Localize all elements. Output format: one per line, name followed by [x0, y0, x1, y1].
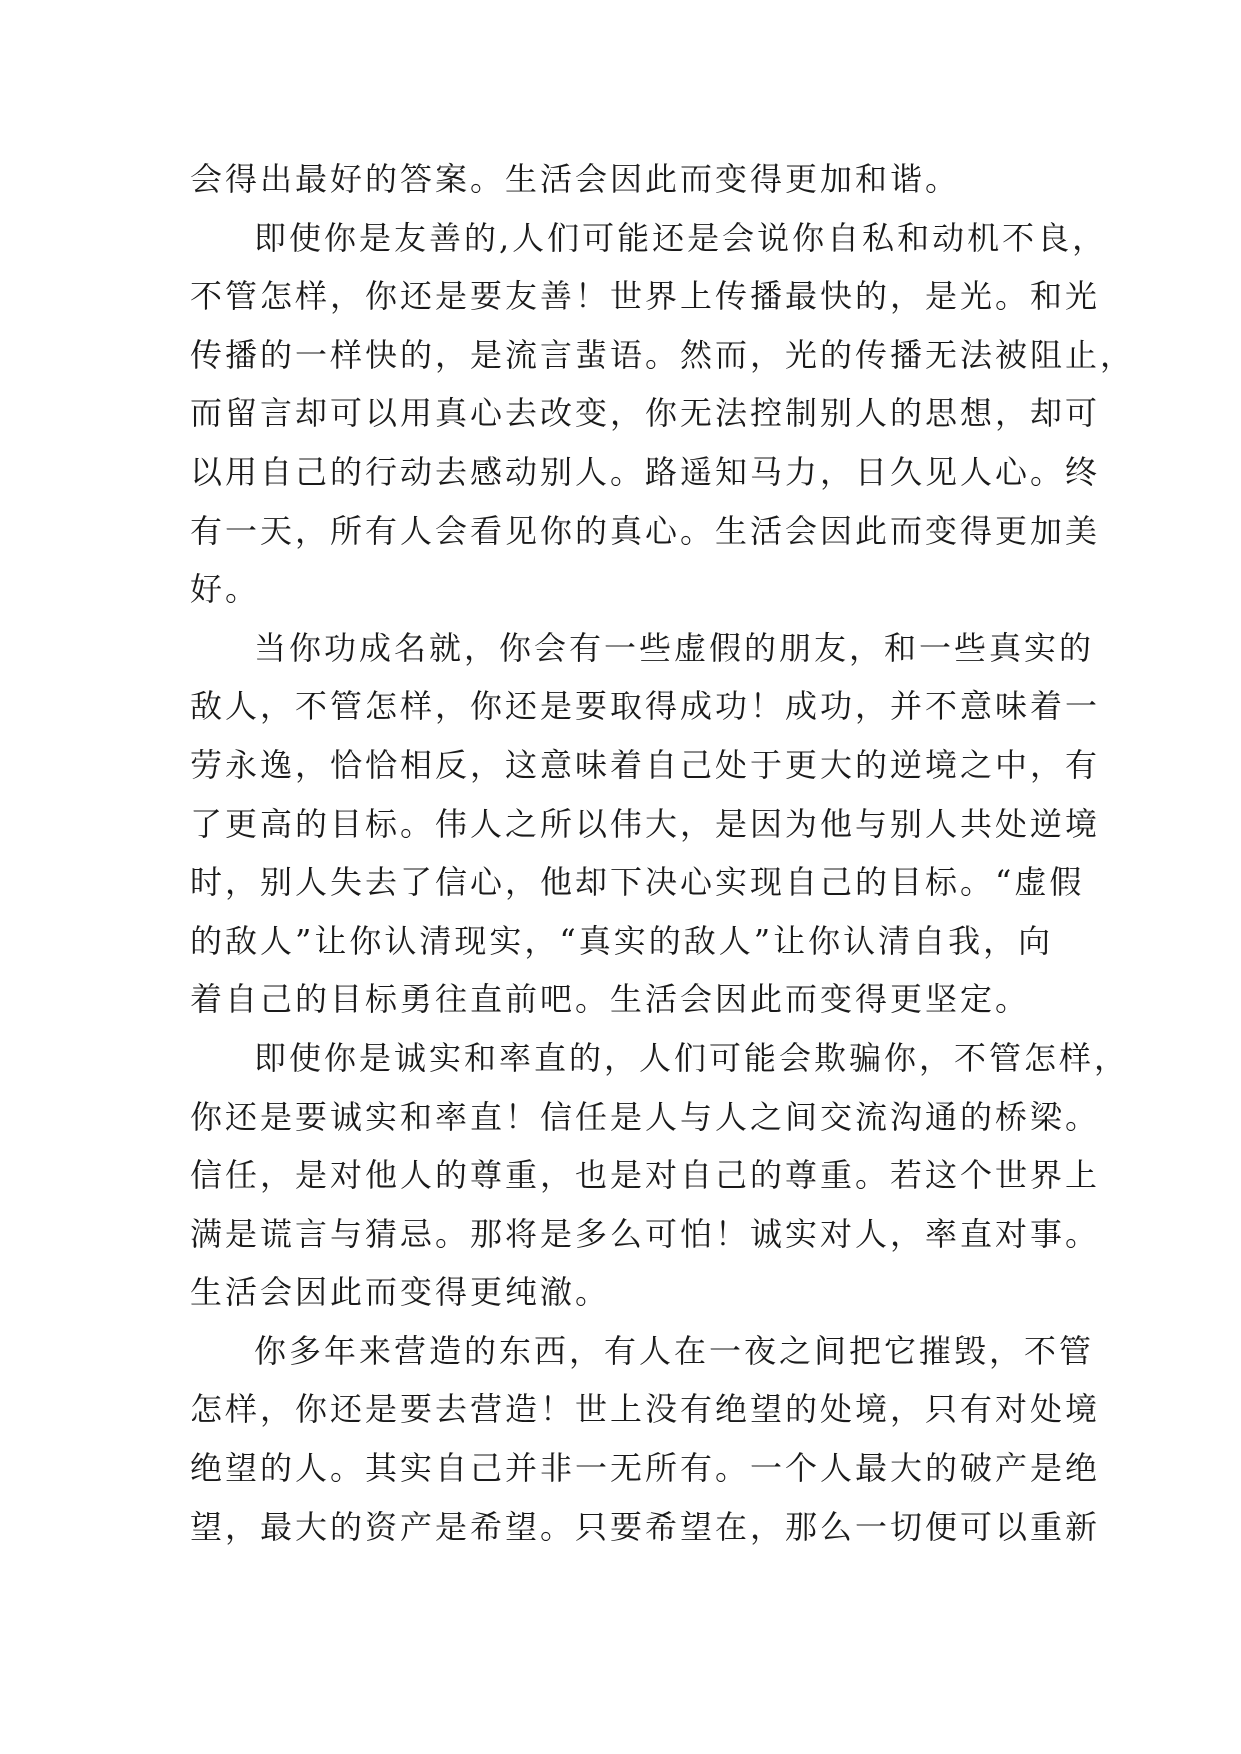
text-line: 劳永逸，恰恰相反，这意味着自己处于更大的逆境之中，有: [190, 745, 1101, 784]
text-line: 有一天，所有人会看见你的真心。生活会因此而变得更加美: [190, 511, 1101, 550]
text-line: 生活会因此而变得更纯澈。: [190, 1273, 611, 1312]
text-line: 的敌人”让你认清现实，“真实的敌人”让你认清自我，向: [190, 921, 1054, 960]
text-line: 时，别人失去了信心，他却下决心实现自己的目标。“虚假: [190, 863, 1085, 902]
text-line: 绝望的人。其实自己并非一无所有。一个人最大的破产是绝: [190, 1449, 1101, 1488]
text-line: 不管怎样，你还是要友善！世界上传播最快的，是光。和光: [190, 277, 1101, 316]
text-line: 而留言却可以用真心去改变，你无法控制别人的思想，却可: [190, 394, 1101, 433]
text-line: 望，最大的资产是希望。只要希望在，那么一切便可以重新: [190, 1507, 1101, 1546]
text-line: 以用自己的行动去感动别人。路遥知马力，日久见人心。终: [190, 452, 1101, 491]
text-line: 传播的一样快的，是流言蜚语。然而，光的传播无法被阻止，: [190, 335, 1136, 374]
text-line: 敌人，不管怎样，你还是要取得成功！成功，并不意味着一: [190, 687, 1101, 726]
text-line: 着自己的目标勇往直前吧。生活会因此而变得更坚定。: [190, 980, 1031, 1019]
text-line: 会得出最好的答案。生活会因此而变得更加和谐。: [190, 160, 961, 198]
text-line: 怎样，你还是要去营造！世上没有绝望的处境，只有对处境: [190, 1390, 1101, 1429]
text-line: 当你功成名就，你会有一些虚假的朋友，和一些真实的: [254, 628, 1095, 667]
text-line: 信任，是对他人的尊重，也是对自己的尊重。若这个世界上: [190, 1156, 1101, 1195]
text-line: 了更高的目标。伟人之所以伟大，是因为他与别人共处逆境: [190, 804, 1101, 843]
text-line: 你还是要诚实和率直！信任是人与人之间交流沟通的桥梁。: [190, 1097, 1101, 1136]
document-body: [190, 150, 1136, 1556]
text-line: 你多年来营造的东西，有人在一夜之间把它摧毁，不管: [254, 1331, 1095, 1370]
text-line: 即使你是诚实和率直的，人们可能会欺骗你，不管怎样，: [254, 1038, 1130, 1077]
text-line: 满是谎言与猜忌。那将是多么可怕！诚实对人，率直对事。: [190, 1214, 1101, 1253]
text-line: 好。: [190, 570, 261, 609]
text-line: 即使你是友善的,人们可能还是会说你自私和动机不良，: [254, 218, 1108, 257]
